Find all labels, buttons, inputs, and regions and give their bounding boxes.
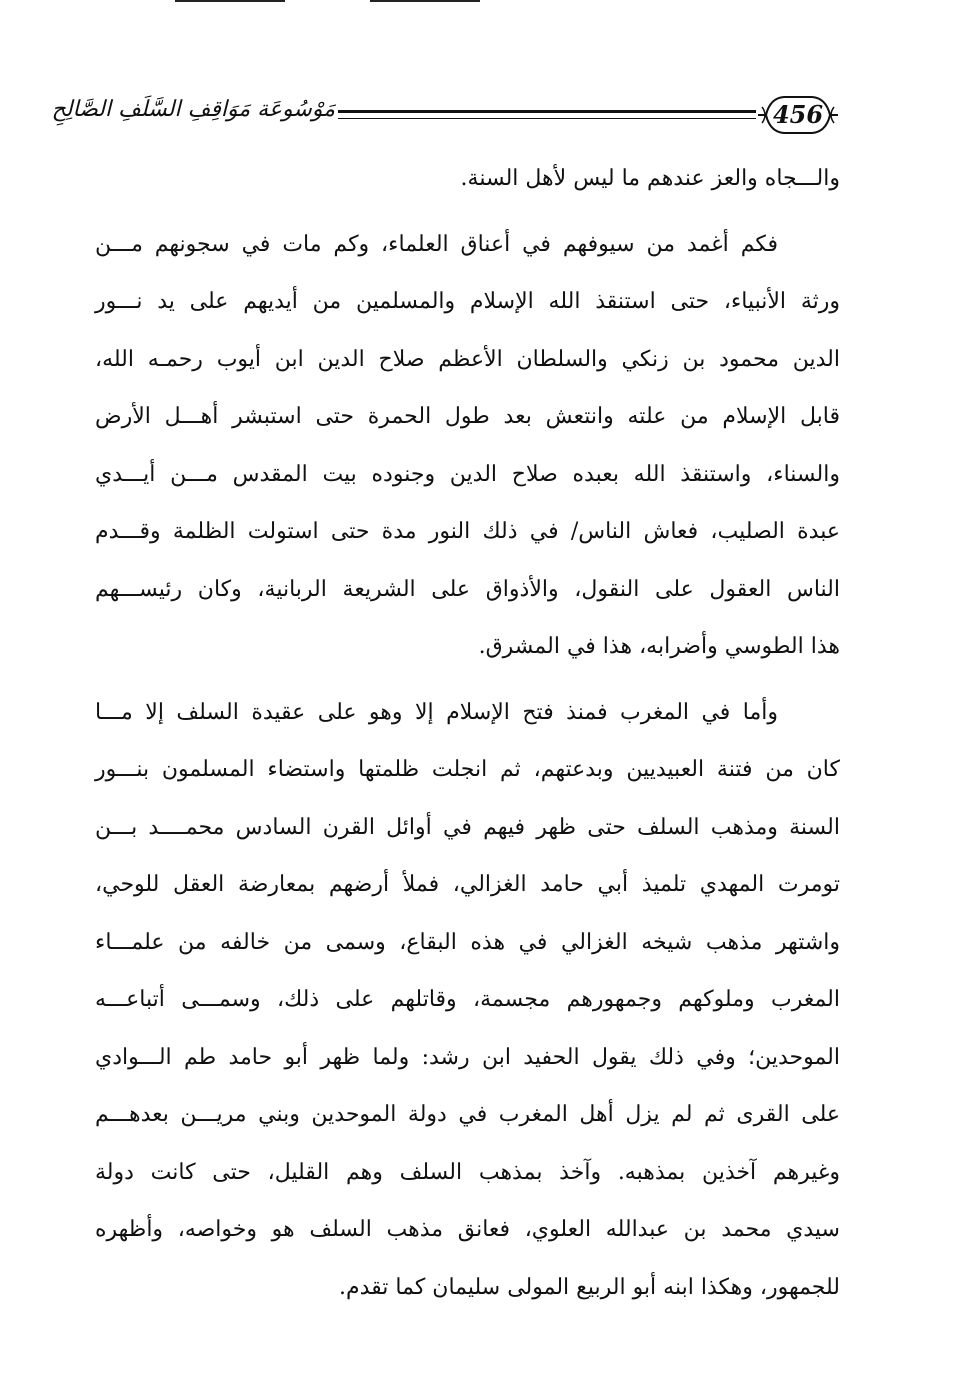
text-line: للجمهور، وهكذا ابنه أبو الربيع المولى سليمان كما تقدم.: [339, 1274, 840, 1300]
book-title: مَوْسُوعَة مَوَاقِفِ السَّلَفِ الصَّالِحِ: [51, 97, 335, 122]
top-rule-left: [175, 0, 285, 2]
text-line: قابل الإسلام من علته وانتعش بعد طول الحمرة حتى استبشر أهـــل الأرض: [95, 404, 840, 429]
text-line: تومرت المهدي تلميذ أبي حامد الغزالي، فملأ أرضهم بمعارضة العقل للوحي،: [95, 872, 840, 897]
text-line: فكم أغمد من سيوفهم في أعناق العلماء، وكم مات في سجونهم مـــن: [95, 231, 778, 257]
text-line: عبدة الصليب، فعاش الناس/ في ذلك النور مدة حتى استولت الظلمة وقـــدم: [95, 519, 841, 544]
page-body: [95, 150, 840, 1316]
text-line: سيدي محمد بن عبدالله العلوي، فعانق مذهب السلف هو وخواصه، وأظهره: [95, 1217, 840, 1242]
text-line: كان من فتنة العبيديين وبدعتهم، ثم انجلت ظلمتها واستضاء المسلمون بنـــور: [95, 757, 840, 782]
text-line: الدين محمود بن زنكي والسلطان الأعظم صلاح الدين ابن أيوب رحمـه الله،: [95, 346, 840, 372]
page-header: [51, 88, 840, 148]
page-number: 456: [772, 100, 824, 129]
text-line: واشتهر مذهب شيخه الغزالي في هذه البقاع، وسمى من خالفه من علمـــاء: [95, 929, 840, 955]
page-number-cartouche: [756, 92, 840, 138]
text-line: وأما في المغرب فمنذ فتح الإسلام إلا وهو على عقيدة السلف إلا مـــا: [95, 699, 778, 725]
header-rule-thin: [338, 118, 756, 119]
top-rule-right: [370, 0, 480, 2]
text-line: وغيرهم آخذين بمذهبه. وآخذ بمذهب السلف وهم القليل، حتى كانت دولة: [95, 1159, 840, 1185]
header-rule: [338, 110, 756, 113]
text-line: ورثة الأنبياء، حتى استنقذ الله الإسلام والمسلمين من أيديهم على يد نـــور: [95, 289, 840, 314]
text-line: المغرب وملوكهم وجمهورهم مجسمة، وقاتلهم على ذلك، وسمـــى أتباعـــه: [95, 987, 840, 1012]
text-line: السنة ومذهب السلف حتى ظهر فيهم في أوائل القرن السادس محمــــد بـــن: [95, 814, 840, 840]
text-line: هذا الطوسي وأضرابه، هذا في المشرق.: [478, 634, 840, 659]
text-line: الموحدين؛ وفي ذلك يقول الحفيد ابن رشد: ولما ظهر أبو حامد طم الـــوادي: [95, 1044, 840, 1070]
paragraph: [95, 150, 840, 208]
text-line: والسناء، واستنقذ الله بعبده صلاح الدين وجنوده بيت المقدس مـــن أيـــدي: [95, 461, 840, 487]
text-line: على القرى ثم لم يزل أهل المغرب في دولة الموحدين وبني مريـــن بعدهـــم: [95, 1102, 840, 1127]
text-line: الناس العقول على النقول، والأذواق على الشريعة الربانية، وكان رئيســـهم: [95, 576, 840, 602]
text-line: والـــجاه والعز عندهم ما ليس لأهل السنة.: [460, 166, 840, 191]
paragraph: [95, 684, 840, 1317]
paragraph: [95, 216, 840, 676]
